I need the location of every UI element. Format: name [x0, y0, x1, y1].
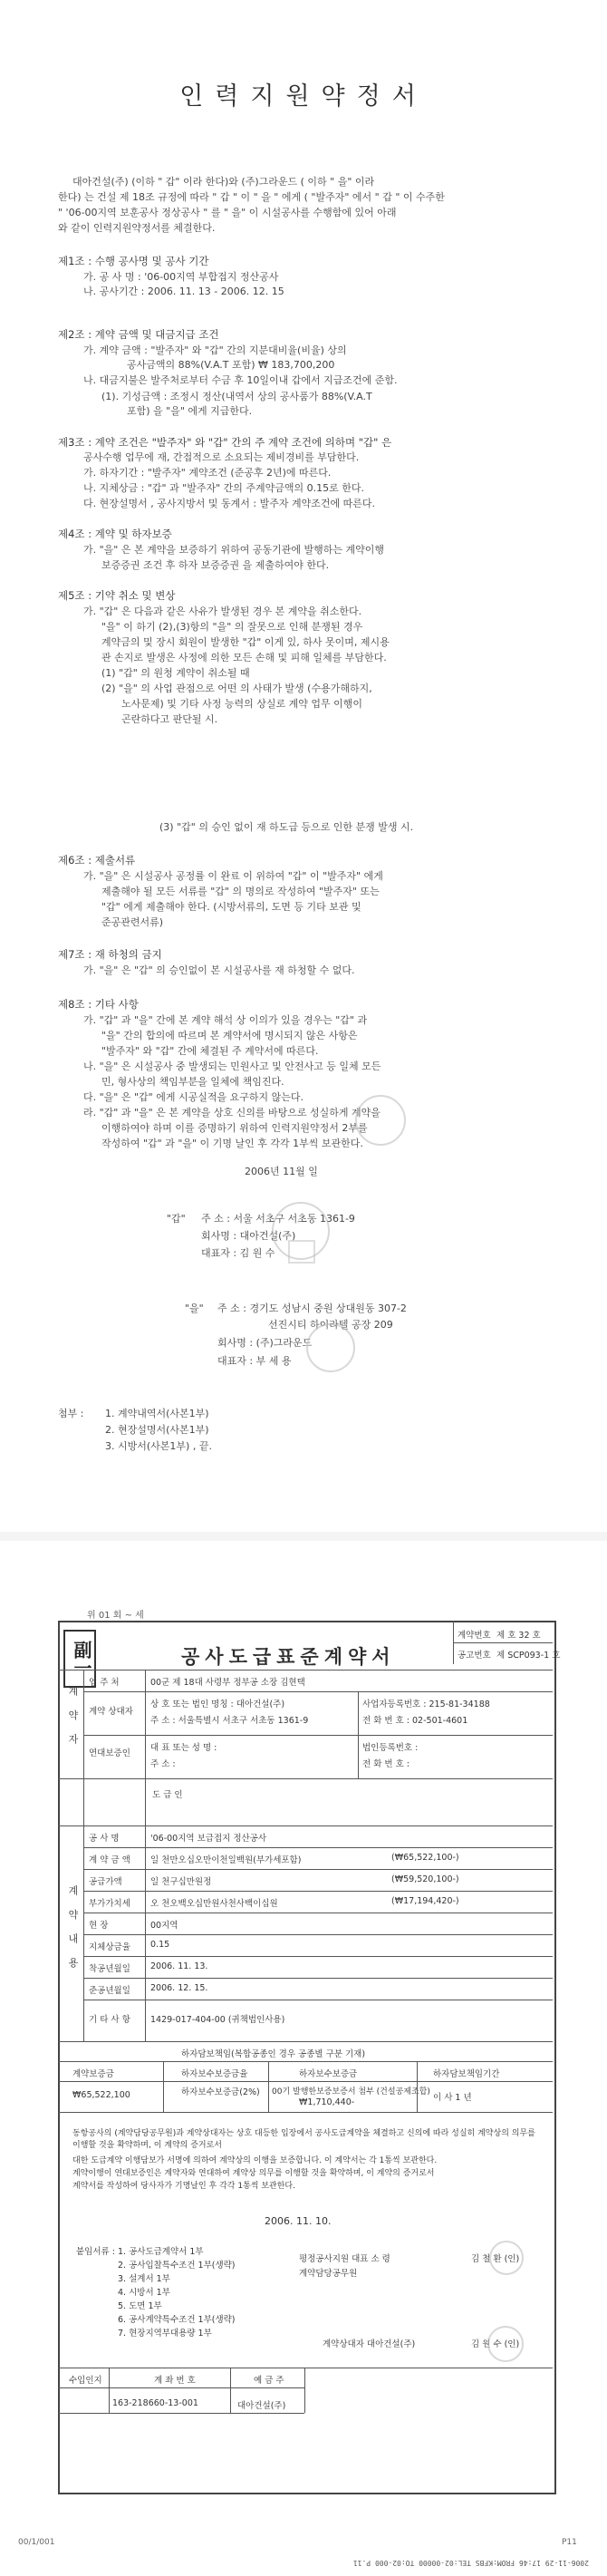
contract-body-line: 계약이행이 연대보증인은 계약자와 연대하여 계약상 의무를 이행할 것을 확약하며, 이 계약의 증거로서 [72, 2169, 435, 2178]
contract-body-line: 동항공사의 (계약담당공무원)과 계약상대자는 상호 대등한 입장에서 공사도급계약을 체결하고 신의에 따라 성실히 계약상의 의무를 이행할 것을 확약하며, 이 계약의 증거로서 [72, 2129, 535, 2150]
warranty-header: 하자담보책임(복합공종인 경우 공종별 구분 기재) [181, 2049, 366, 2059]
section-line: 관 손지로 발생은 사정에 의한 모든 손해 및 피해 일체를 부담한다. [101, 652, 387, 663]
section-line: 곤란하다고 판단될 시. [121, 713, 218, 725]
warranty-value: ₩65,522,100 [72, 2090, 130, 2100]
section-line: 공사금액의 88%(V.A.T 포함) ₩ 183,700,200 [127, 359, 335, 371]
section-line: 제출해야 될 모든 서류를 "갑" 의 명의로 작성하여 "발주자" 또는 [101, 886, 380, 897]
warranty-value: 이 사 1 년 [433, 2093, 472, 2103]
section-line: 계약금의 및 장시 회원이 발생한 "갑" 이게 있, 하사 못이며, 제시용 [101, 636, 390, 648]
section-line: 나. "을" 은 시설공사 중 발생되는 민원사고 및 안전사고 등 일체 모든 [83, 1060, 381, 1072]
section-heading: 제3조 : 계약 조건은 "발주자" 와 "갑" 간의 주 계약 조건에 의하며 "갑" 은 [58, 436, 392, 449]
detail-value: 2006. 12. 15. [150, 1983, 208, 1993]
section-line: 나. 대금지불은 발주처로부터 수금 후 10일이내 갑에서 지급조건에 준함. [83, 374, 398, 386]
detail-value: 일 천만오십오만이천일백원(부가세포함) [150, 1855, 302, 1865]
section-line: 나. 공사기간 : 2006. 11. 13 - 2006. 12. 15 [83, 286, 284, 297]
warranty-col: 계약보증금 [72, 2069, 114, 2079]
party-a-label: "갑" [167, 1213, 186, 1225]
party-a-rep-seal [288, 1240, 315, 1264]
seal-table-value: 163-218660-13-001 [112, 2398, 198, 2408]
section-line: 가. 하자기간 : "발주자" 계약조건 (준공후 2년)에 따른다. [83, 467, 332, 479]
section-line: (2) "을" 의 사업 관점으로 어떤 의 사태가 발생 (수용가해하지, [101, 683, 372, 694]
section-line: 가. 계약 금액 : "발주자" 와 "갑" 간의 지분대비율(비율) 상의 [83, 344, 347, 356]
detail-extra: (₩65,522,100-) [391, 1853, 459, 1863]
intro-line: 와 같이 인력지원약정서를 체결한다. [58, 222, 216, 234]
contract-no-label: 계약번호 [458, 1631, 491, 1641]
warranty-note: 00기 발행한보증보증서 첨부 (건설공제조합) [272, 2087, 430, 2097]
row-value: 주 소 : 서울특별시 서초구 서초동 1361-9 [150, 1716, 309, 1726]
warranty-value: ₩1,710,440- [299, 2097, 355, 2107]
section-line: 포함) 을 "을" 에게 지급한다. [127, 405, 253, 417]
row-value: 상 호 또는 법인 명칭 : 대아건설(주) [150, 1700, 285, 1709]
detail-label: 착공년월일 [89, 1964, 130, 1974]
details-section-label: 계 약 내 용 [67, 1885, 79, 1973]
section-line: "을" 간의 합의에 따르며 본 계약서에 명시되지 않은 사항은 [101, 1030, 358, 1041]
contract-attachment: 2. 공사입찰특수조건 1부(생략) [118, 2261, 236, 2271]
contractor-section-label: 계 약 자 [67, 1686, 79, 1749]
section-heading: 제1조 : 수행 공사명 및 공사 기간 [58, 255, 209, 267]
section-line: 라. "갑" 과 "을" 은 본 계약을 상호 신의를 바탕으로 성실하게 계약을 [83, 1107, 381, 1119]
section-line: 가. "을" 은 "갑" 의 승인없이 본 시설공사를 재 하청할 수 없다. [83, 964, 355, 976]
section-line: 공사수행 업무에 재, 간접적으로 소요되는 제비경비를 부담한다. [83, 451, 360, 463]
warranty-value: 하자보수보증금(2%) [181, 2087, 260, 2097]
section-line: 나. 지체상금 : "갑" 과 "발주자" 간의 주계약금액의 0.15로 한다. [83, 482, 365, 494]
party-b-seal-stamp [306, 1323, 355, 1372]
warranty-col: 하자담보책임기간 [433, 2069, 500, 2079]
attachment-item: 1. 계약내역서(사본1부) [105, 1408, 209, 1419]
party-label: 도 급 인 [152, 1790, 183, 1800]
page-right-mark: P11 [562, 2538, 577, 2547]
warranty-col: 하자보수보증금율 [181, 2069, 248, 2079]
row-label: 연대보증인 [89, 1748, 130, 1758]
row-label: 계약 상대자 [89, 1707, 133, 1717]
fax-header-line: 2006-11-29 17:46 FROM:KFBS TEL:02-00000 TO:02-000 P.11 [352, 2559, 589, 2567]
detail-label: 준공년월일 [89, 1986, 130, 1996]
section-heading: 제4조 : 계약 및 하자보증 [58, 528, 172, 540]
section-heading: 제8조 : 기타 사항 [58, 998, 139, 1011]
attachments-label: 첨부 : [58, 1408, 84, 1419]
row-value: 대 표 또는 성 명 : [150, 1743, 217, 1753]
section-line: (1) "갑" 의 원청 계약이 취소될 때 [101, 667, 250, 679]
section-line: 가. 공 사 명 : '06-00지역 부합접지 정산공사 [83, 271, 279, 283]
contract-body-line: 대한 도급계약 이행담보가 서명에 의하여 계약상의 이행을 보증합니다. 이 계약서는 각 1통씩 보관한다. [72, 2156, 438, 2165]
section-line: "갑" 에게 제출해야 한다. (시방서류의, 도면 등 기타 보관 및 [101, 901, 361, 913]
section-line: (3) "갑" 의 승인 없이 재 하도급 등으로 인한 분쟁 발생 시. [159, 821, 414, 833]
detail-value: 일 천구십만원정 [150, 1877, 212, 1887]
intro-line: 대아건설(주) (이하 " 갑" 이라 한다)와 (주)그라운드 ( 이하 " 을" 이라 [72, 176, 375, 188]
contract-attachment: 7. 현장지역부대용량 1부 [118, 2329, 212, 2339]
section-line: 가. "갑" 과 "을" 간에 본 계약 해석 상 이의가 있을 경우는 "갑" 과 [83, 1014, 368, 1026]
contractor-seal-stamp [487, 2326, 524, 2362]
contract-attachment: 3. 설계서 1부 [118, 2274, 170, 2284]
section-line: 보증증권 조건 후 하자 보증증권 을 제출하여야 한다. [101, 559, 330, 571]
contract-attachment: 5. 도면 1부 [118, 2301, 162, 2311]
row-extra: 전 화 번 호 : 02-501-4601 [362, 1716, 468, 1726]
row-extra: 전 화 번 호 : [362, 1759, 409, 1769]
section-line: 가. "을" 은 본 계약을 보증하기 위하여 공동기관에 발행하는 계약이행 [83, 544, 384, 556]
detail-value: 00지역 [150, 1921, 178, 1931]
owner-sign-org: 계약담당공무원 [299, 2269, 358, 2279]
section-line: "을" 이 하기 (2),(3)항의 "을" 의 잘못으로 인해 분쟁된 경우 [101, 621, 363, 633]
owner-sign-name: 김 철 환 (인) [471, 2254, 520, 2264]
row-label: 업 주 처 [89, 1678, 120, 1688]
detail-label: 기 타 사 항 [89, 2015, 130, 2025]
party-b-rep: 대표자 : 부 세 용 [217, 1355, 292, 1367]
detail-label: 지체상금율 [89, 1942, 130, 1952]
seal-table-header: 예 금 주 [254, 2376, 284, 2386]
detail-value: 2006. 11. 13. [150, 1961, 208, 1971]
seal-table-value: 대아건설(주) [237, 2401, 286, 2411]
section-line: 가. "갑" 은 다음과 같은 사유가 발생된 경우 본 계약을 취소한다. [83, 605, 362, 617]
notice-no: 제 SCP093-1 호 [496, 1651, 561, 1661]
owner-seal-stamp [489, 2241, 524, 2275]
section-heading: 제6조 : 제출서류 [58, 854, 136, 867]
row-value: 00군 제 18대 사령부 정부공 소장 김현택 [150, 1678, 305, 1688]
detail-label: 공급가액 [89, 1877, 122, 1887]
section-line: 준공관련서류) [101, 916, 164, 928]
section-heading: 제2조 : 계약 금액 및 대금지급 조건 [58, 328, 219, 341]
warranty-col: 하자보수보증금 [299, 2069, 358, 2079]
agreement-title: 인력지원약정서 [179, 82, 428, 111]
contractor-sign-name: 김 원 수 (인) [471, 2339, 520, 2349]
contract-date: 2006. 11. 10. [265, 2215, 332, 2227]
contract-attachment: 1. 공사도급계약서 1부 [118, 2247, 204, 2257]
party-b-company: 회사명 : (주)그라운드 [217, 1337, 313, 1349]
intro-line: 한다) 는 건설 제 18조 규정에 따라 " 갑 " 이 " 을 " 에게 ( "발주자" 에서 " 갑 " 이 수주한 [58, 191, 445, 203]
section-line: 다. 현장설명서 , 공사지방서 및 동계서 : 발주자 계약조건에 따른다. [83, 498, 375, 509]
detail-label: 계 약 금 액 [89, 1855, 130, 1865]
detail-value: 1429-017-404-00 (귀책법인사용) [150, 2015, 285, 2025]
owner-sign-title: 평정공사지원 대표 소 령 [299, 2254, 390, 2264]
contract-title: 공사도급표준계약서 [181, 1646, 396, 1668]
party-b-address2: 선진시티 하이라텔 공장 209 [268, 1319, 393, 1331]
agreement-date: 2006년 11월 일 [245, 1166, 318, 1177]
contract-page [0, 1541, 607, 2576]
page-left-mark: 00/1/001 [18, 2538, 55, 2547]
detail-extra: (₩17,194,420-) [391, 1896, 459, 1906]
row-extra: 사업자등록번호 : 215-81-34188 [362, 1700, 490, 1709]
party-a-address: 주 소 : 서울 서초구 서초동 1361-9 [201, 1213, 355, 1225]
notice-label: 공고번호 [458, 1651, 491, 1661]
row-value: 주 소 : [150, 1759, 176, 1769]
party-b-address: 주 소 : 경기도 성남시 중원 상대원동 307-2 [217, 1303, 407, 1314]
contract-attachment: 4. 시방서 1부 [118, 2288, 170, 2298]
detail-value: 오 천오백오십만원사천사백이십원 [150, 1899, 278, 1909]
section-heading: 제5조 : 기약 취소 및 변상 [58, 589, 176, 602]
seal-table-header: 수입인지 [69, 2376, 102, 2386]
company-seal-stamp [355, 1095, 406, 1146]
party-a-company: 회사명 : 대아건설(주) [201, 1230, 296, 1242]
detail-label: 공 사 명 [89, 1834, 120, 1844]
section-line: 다. "을" 은 "갑" 에게 시공실적을 요구하지 않는다. [83, 1091, 304, 1103]
contract-body-line: 계약서를 작성하여 당사자가 기명날인 후 각각 1통씩 보관한다. [72, 2182, 295, 2191]
section-line: 작성하여 "갑" 과 "을" 이 기명 날인 후 각각 1부씩 보관한다. [101, 1138, 363, 1149]
section-line: 이행하여야 하며 이를 증명하기 위하여 인력지원약정서 2부를 [101, 1122, 368, 1134]
section-line: 가. "을" 은 시설공사 공정률 이 완료 이 위하여 "갑" 이 "발주자" 에게 [83, 870, 383, 882]
detail-value: '06-00지역 보급접지 정산공사 [150, 1834, 267, 1844]
section-line: "발주자" 와 "갑" 간에 체결된 주 계약서에 따른다. [101, 1045, 319, 1057]
section-line: 민, 형사상의 책임부분을 일체에 책임진다. [101, 1076, 284, 1088]
detail-label: 부가가치세 [89, 1899, 130, 1909]
seal-table-header: 계 좌 번 호 [154, 2376, 196, 2386]
row-extra: 법인등록번호 : [362, 1743, 419, 1753]
duplicate-mark: 副一 [63, 1630, 96, 1688]
party-b-label: "을" [185, 1303, 204, 1314]
party-a-rep: 대표자 : 김 원 수 [201, 1247, 275, 1259]
attachment-item: 2. 현장설명서(사본1부) [105, 1424, 209, 1436]
detail-label: 현 장 [89, 1921, 109, 1931]
contract-no: 제 호 32 호 [496, 1631, 541, 1641]
detail-extra: (₩59,520,100-) [391, 1874, 459, 1884]
section-line: (1). 기성금액 : 조정시 정산(내역서 상의 공사품가 88%(V.A.T [101, 391, 372, 402]
section-line: 노사문제) 및 기타 사정 능력의 상실로 계약 업무 이행이 [121, 698, 363, 710]
contractor-sign: 계약상대자 대아건설(주) [323, 2339, 416, 2349]
handwritten-note: 위 01 회 ~ 세 [87, 1611, 144, 1621]
contract-attachments-label: 붙임서류 : [76, 2247, 115, 2257]
intro-line: " '06-00지역 보훈공사 정상공사 " 를 " 을" 이 시설공사를 수행함에 있어 아래 [58, 207, 397, 218]
contract-attachment: 6. 공사계약특수조건 1부(생략) [118, 2315, 236, 2325]
attachment-item: 3. 시방서(사본1부) , 끝. [105, 1440, 212, 1452]
page-separator [0, 1532, 607, 1541]
section-heading: 제7조 : 재 하청의 금지 [58, 948, 162, 961]
detail-value: 0.15 [150, 1940, 170, 1950]
